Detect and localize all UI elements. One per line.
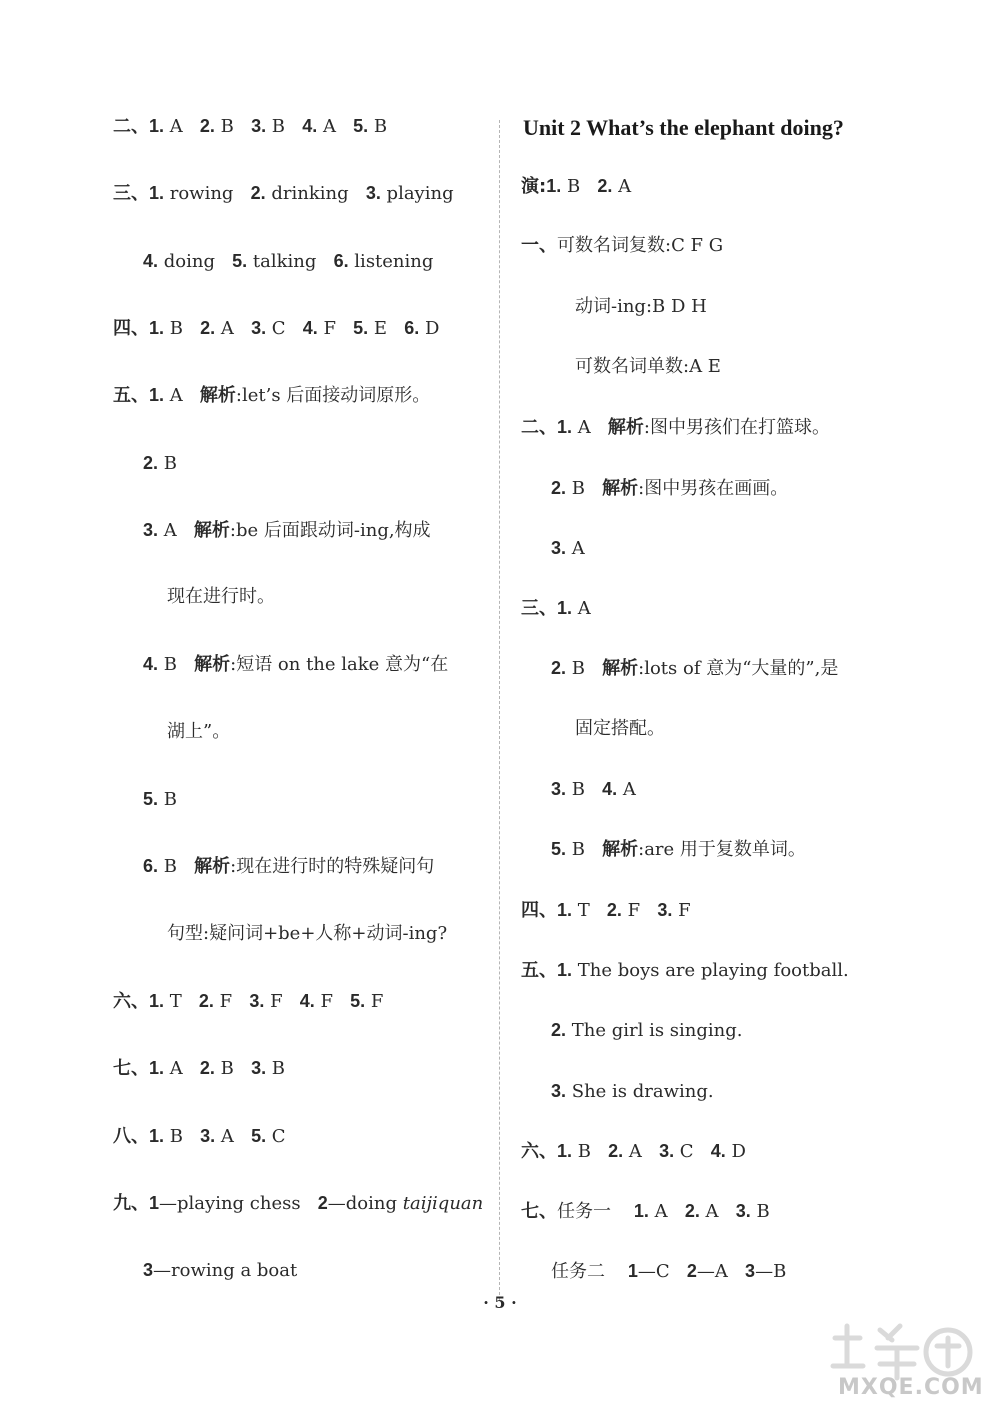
- section-marker: 七、: [113, 1058, 149, 1080]
- item-answer: A: [164, 116, 183, 137]
- item-number: 2.: [551, 1020, 567, 1041]
- section-marker: 八、: [113, 1125, 149, 1147]
- unit-title: Unit 2 What’s the elephant doing?: [523, 115, 844, 140]
- answer-line: [143, 451, 177, 476]
- analysis-label: 解析: [607, 417, 644, 439]
- item-number: 5.: [143, 789, 159, 809]
- item-answer: —B: [755, 1261, 787, 1283]
- answer-line: [575, 355, 721, 379]
- watermark-site: MXQE.COM: [838, 1375, 984, 1400]
- item-answer: rowing: [164, 183, 234, 205]
- analysis-label: 解析: [199, 385, 236, 407]
- item-answer: C: [674, 1140, 694, 1162]
- section-marker: 三、: [521, 598, 557, 620]
- item-number: 2.: [551, 477, 567, 498]
- answer-line: [551, 656, 838, 681]
- item-number: 2.: [198, 990, 214, 1011]
- item-number: 1: [149, 1192, 160, 1213]
- section-marker: 四、: [521, 899, 557, 921]
- line-text: 可数名词单数:A E: [575, 355, 721, 377]
- section-marker: 一、: [521, 235, 557, 257]
- item-answer: F: [314, 990, 333, 1012]
- line-text: 固定搭配。: [575, 717, 665, 739]
- item-answer: B: [158, 452, 177, 474]
- italic-term: taijiquan: [402, 1192, 484, 1214]
- section-marker: 演:: [521, 176, 547, 197]
- analysis-label: 解析: [602, 658, 639, 680]
- item-answer: B: [214, 1058, 234, 1080]
- item-answer: F: [264, 990, 283, 1012]
- item-answer: A: [572, 598, 591, 620]
- item-number: 5.: [350, 990, 366, 1011]
- item-answer: B: [158, 856, 177, 878]
- item-number: 4.: [143, 654, 159, 675]
- item-answer: D: [419, 317, 440, 339]
- item-answer: B: [566, 477, 585, 499]
- answer-line: [113, 316, 439, 341]
- answer-line: [551, 837, 806, 862]
- line-text: 句型:疑问词+be+人称+动词-ing?: [167, 922, 448, 944]
- item-number: 4.: [302, 116, 318, 136]
- item-answer: A: [699, 1201, 719, 1223]
- item-answer: B: [561, 176, 581, 197]
- item-answer: B: [164, 1125, 183, 1147]
- item-number: 4.: [302, 317, 318, 338]
- answer-line: [143, 518, 431, 543]
- answer-line: [113, 1056, 285, 1081]
- item-answer: —playing chess: [159, 1192, 301, 1214]
- item-number: 3: [745, 1261, 756, 1282]
- item-number: 5.: [232, 250, 248, 271]
- section-marker: 九、: [113, 1192, 149, 1214]
- item-number: 1.: [149, 1125, 165, 1146]
- item-number: 3.: [551, 537, 567, 558]
- answer-line: [575, 717, 665, 741]
- answer-line: [551, 1018, 743, 1043]
- item-number: 4.: [299, 990, 315, 1011]
- section-marker: 二、: [521, 417, 557, 439]
- item-answer: A: [612, 176, 632, 197]
- item-number: 2.: [606, 899, 622, 920]
- answer-line: [521, 174, 631, 199]
- item-answer: A: [623, 1140, 642, 1162]
- item-number: 6.: [143, 856, 159, 877]
- item-number: 6.: [333, 250, 349, 271]
- item-number: 3.: [551, 1080, 567, 1101]
- answer-line: [167, 585, 275, 609]
- item-answer: A: [566, 537, 585, 559]
- item-number: 2.: [143, 452, 159, 473]
- answer-line: [113, 114, 387, 139]
- item-number: 2: [317, 1192, 328, 1213]
- item-answer: E: [368, 317, 388, 339]
- item-answer: D: [725, 1140, 746, 1162]
- answer-line: [521, 415, 830, 440]
- item-number: 3.: [735, 1201, 751, 1222]
- item-number: 2.: [199, 116, 215, 136]
- answer-line: [551, 1259, 786, 1284]
- analysis-text: :短语 on the lake 意为“在: [230, 654, 449, 676]
- item-answer: The boys are playing football.: [572, 959, 849, 981]
- item-answer: listening: [348, 250, 434, 272]
- item-answer: talking: [247, 250, 317, 272]
- item-number: 1.: [149, 116, 165, 136]
- answer-line: [143, 854, 434, 879]
- item-answer: B: [214, 116, 234, 137]
- item-answer: A: [215, 317, 234, 339]
- item-number: 3.: [249, 990, 265, 1011]
- item-number: 2.: [684, 1201, 700, 1222]
- answer-line: [143, 1258, 297, 1283]
- item-answer: T: [572, 899, 590, 921]
- item-answer: A: [317, 116, 336, 137]
- item-number: 3.: [365, 183, 381, 204]
- item-number: 3.: [251, 317, 267, 338]
- item-answer: A: [572, 417, 591, 439]
- item-number: 2.: [597, 176, 613, 196]
- item-number: 1.: [557, 899, 573, 920]
- analysis-text: :lots of 意为“大量的”,是: [638, 658, 839, 680]
- item-number: 1.: [557, 417, 573, 438]
- answer-line: [521, 596, 591, 621]
- item-answer: B: [266, 116, 286, 137]
- item-answer: —rowing a boat: [153, 1260, 298, 1282]
- item-answer: The girl is singing.: [566, 1020, 743, 1042]
- item-number: 5.: [353, 317, 369, 338]
- answer-line: [551, 777, 636, 802]
- item-answer: C: [266, 1125, 286, 1147]
- answer-line: [113, 383, 430, 408]
- answer-line: [143, 249, 433, 274]
- item-number: 4.: [602, 779, 618, 799]
- line-text: 任务二: [551, 1261, 605, 1283]
- item-number: 5.: [251, 1125, 267, 1146]
- item-number: 1.: [557, 598, 573, 619]
- item-answer: F: [672, 899, 691, 921]
- item-answer: drinking: [265, 183, 349, 205]
- item-answer: C: [266, 317, 286, 339]
- analysis-label: 解析: [194, 654, 231, 676]
- item-answer: playing: [380, 183, 454, 205]
- analysis-text: :are 用于复数单词。: [638, 839, 806, 861]
- analysis-label: 解析: [193, 519, 230, 541]
- answer-line: [113, 1191, 483, 1216]
- item-answer: A: [164, 385, 183, 407]
- answer-line: [521, 234, 723, 258]
- item-number: 5.: [551, 839, 567, 860]
- item-number: 2: [686, 1261, 697, 1282]
- item-number: 3.: [143, 519, 159, 540]
- answer-line: [143, 787, 177, 812]
- item-number: 2.: [250, 183, 266, 204]
- answer-line: [113, 989, 383, 1014]
- analysis-text: :let’s 后面接动词原形。: [235, 385, 431, 407]
- item-answer: She is drawing.: [566, 1080, 714, 1102]
- section-marker: 六、: [521, 1140, 557, 1162]
- analysis-text: :图中男孩们在打篮球。: [643, 417, 830, 439]
- analysis-text: :be 后面跟动词-ing,构成: [229, 519, 431, 541]
- item-number: 2.: [200, 317, 216, 338]
- analysis-label: 解析: [602, 477, 639, 499]
- item-answer: B: [164, 317, 183, 339]
- item-number: 2.: [551, 658, 567, 679]
- section-marker: 七、: [521, 1201, 557, 1223]
- page-number: · 5 ·: [483, 1293, 517, 1312]
- answer-line: [167, 922, 447, 946]
- item-number: 1.: [557, 959, 573, 980]
- answer-line: [113, 1124, 286, 1149]
- answer-line: [551, 1079, 714, 1104]
- line-text: 湖上”。: [167, 720, 231, 742]
- item-answer: F: [365, 990, 384, 1012]
- item-number: 4.: [143, 250, 159, 271]
- item-number: 1.: [149, 183, 165, 204]
- item-answer: —A: [696, 1261, 728, 1283]
- item-answer: A: [164, 1058, 183, 1080]
- section-marker: 二、: [113, 116, 149, 137]
- item-answer: F: [213, 990, 233, 1012]
- answer-line: [521, 958, 849, 983]
- item-number: 2.: [608, 1140, 624, 1161]
- item-number: 3.: [251, 116, 267, 136]
- item-answer: B: [572, 1140, 591, 1162]
- section-marker: 四、: [113, 317, 149, 339]
- analysis-label: 解析: [194, 856, 231, 878]
- answer-line: [143, 652, 448, 677]
- item-number: 5.: [353, 116, 369, 136]
- item-answer: B: [566, 779, 585, 800]
- item-number: 6.: [404, 317, 420, 338]
- item-number: 3.: [551, 779, 567, 799]
- section-marker: 六、: [113, 990, 149, 1012]
- item-number: 2.: [199, 1058, 215, 1079]
- answer-line: [575, 295, 707, 319]
- item-number: 3.: [657, 899, 673, 920]
- line-text: 现在进行时。: [167, 586, 275, 608]
- analysis-text: :现在进行时的特殊疑问句: [230, 856, 435, 878]
- answer-line: [551, 476, 788, 501]
- item-answer: B: [566, 839, 585, 861]
- analysis-label: 解析: [602, 839, 639, 861]
- answer-line: [551, 536, 585, 561]
- item-answer: F: [621, 899, 641, 921]
- item-answer: B: [158, 789, 177, 810]
- item-answer: —doing: [327, 1192, 403, 1214]
- item-number: 4.: [710, 1140, 726, 1161]
- item-answer: T: [164, 990, 182, 1012]
- answer-line: [521, 1199, 770, 1224]
- item-number: 1.: [633, 1201, 649, 1222]
- item-number: 1.: [546, 176, 562, 196]
- item-number: 1.: [149, 1058, 165, 1079]
- item-answer: A: [648, 1201, 668, 1223]
- item-number: 3: [143, 1260, 154, 1281]
- item-number: 3.: [200, 1125, 216, 1146]
- item-answer: B: [566, 658, 585, 680]
- section-marker: 五、: [113, 385, 149, 407]
- section-marker: 三、: [113, 183, 149, 205]
- item-answer: B: [368, 116, 388, 137]
- line-text: 动词-ing:B D H: [575, 295, 707, 317]
- answer-line: [521, 1139, 746, 1164]
- line-text: 可数名词复数:C F G: [557, 235, 724, 257]
- item-answer: B: [266, 1058, 286, 1080]
- answer-line: [113, 181, 454, 206]
- column-divider: [499, 120, 500, 1300]
- item-number: 1.: [149, 317, 165, 338]
- line-text: 任务一: [557, 1201, 611, 1223]
- item-answer: doing: [158, 250, 215, 272]
- item-answer: B: [750, 1201, 770, 1223]
- item-answer: A: [617, 779, 636, 800]
- item-answer: A: [215, 1125, 234, 1147]
- item-answer: —C: [637, 1261, 670, 1283]
- item-number: 1.: [149, 990, 165, 1011]
- item-number: 3.: [659, 1140, 675, 1161]
- analysis-text: :图中男孩在画画。: [638, 477, 789, 499]
- section-marker: 五、: [521, 959, 557, 981]
- answer-line: [167, 720, 230, 744]
- item-number: 1.: [557, 1140, 573, 1161]
- item-answer: A: [158, 519, 177, 541]
- item-answer: B: [158, 654, 177, 676]
- item-number: 1.: [149, 385, 165, 406]
- answer-line: [521, 898, 691, 923]
- item-number: 1: [627, 1261, 638, 1282]
- item-number: 3.: [251, 1058, 267, 1079]
- item-answer: F: [317, 317, 336, 339]
